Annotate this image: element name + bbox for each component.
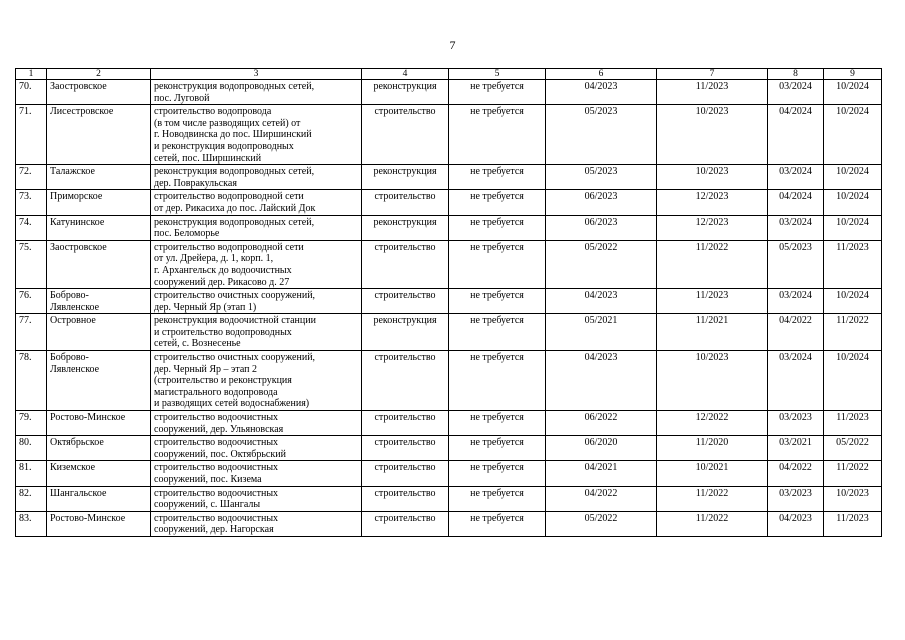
row-number-cell: 83. [16,511,47,536]
date-build-start-cell: 03/2024 [768,351,824,411]
table-row [16,486,882,511]
date-design-end-cell: 10/2023 [657,351,768,411]
date-design-start-cell: 05/2022 [546,240,657,288]
row-number-cell: 74. [16,215,47,240]
project-description-cell: строительство водоочистных сооружений, пос. Октябрьский [151,436,362,461]
row-number-cell: 80. [16,436,47,461]
row-number-cell: 82. [16,486,47,511]
expertise-cell: не требуется [449,165,546,190]
work-type-cell: строительство [362,105,449,165]
project-description-cell: строительство водоочистных сооружений, дер. Нагорская [151,511,362,536]
date-build-end-cell: 10/2024 [824,215,882,240]
table-row [16,240,882,288]
date-design-start-cell: 05/2022 [546,511,657,536]
expertise-cell: не требуется [449,511,546,536]
work-type-cell: строительство [362,411,449,436]
date-build-start-cell: 03/2024 [768,165,824,190]
settlement-cell: Островное [47,314,151,351]
table-row [16,289,882,314]
date-design-end-cell: 12/2023 [657,190,768,215]
column-header: 6 [546,69,657,80]
date-design-end-cell: 11/2023 [657,80,768,105]
table-row [16,351,882,411]
settlement-cell: Ростово-Минское [47,411,151,436]
work-type-cell: строительство [362,486,449,511]
row-number-cell: 77. [16,314,47,351]
date-build-end-cell: 05/2022 [824,436,882,461]
table-row [16,461,882,486]
table-header-row [16,69,882,80]
expertise-cell: не требуется [449,80,546,105]
table-row [16,436,882,461]
date-design-start-cell: 06/2023 [546,215,657,240]
date-build-start-cell: 03/2024 [768,80,824,105]
expertise-cell: не требуется [449,289,546,314]
settlement-cell: Лисестровское [47,105,151,165]
work-type-cell: строительство [362,190,449,215]
table-row [16,511,882,536]
project-description-cell: строительство водопроводной сети от дер. Рикасиха до пос. Лайский Док [151,190,362,215]
expertise-cell: не требуется [449,105,546,165]
date-design-start-cell: 06/2023 [546,190,657,215]
expertise-cell: не требуется [449,436,546,461]
date-build-start-cell: 04/2022 [768,314,824,351]
settlement-cell: Боброво- Лявленское [47,289,151,314]
work-type-cell: строительство [362,511,449,536]
project-description-cell: строительство очистных сооружений, дер. Черный Яр – этап 2 (строительство и реконструкция магистрального водопровода и разводящих сетей водоснабжения) [151,351,362,411]
date-design-end-cell: 11/2022 [657,486,768,511]
settlement-cell: Катунинское [47,215,151,240]
date-build-start-cell: 04/2024 [768,190,824,215]
work-type-cell: строительство [362,240,449,288]
data-table [15,68,882,537]
row-number-cell: 73. [16,190,47,215]
date-build-end-cell: 10/2023 [824,486,882,511]
column-header: 3 [151,69,362,80]
date-build-start-cell: 03/2021 [768,436,824,461]
date-build-end-cell: 11/2023 [824,511,882,536]
date-build-end-cell: 10/2024 [824,190,882,215]
date-design-end-cell: 11/2022 [657,511,768,536]
project-description-cell: реконструкция водопроводных сетей, пос. Беломорье [151,215,362,240]
date-build-end-cell: 10/2024 [824,80,882,105]
column-header: 5 [449,69,546,80]
date-design-start-cell: 04/2022 [546,486,657,511]
expertise-cell: не требуется [449,461,546,486]
table-row [16,80,882,105]
project-description-cell: строительство водопроводной сети от ул. Дрейера, д. 1, корп. 1, г. Архангельск до водоочистных сооружений дер. Рикасово д. 27 [151,240,362,288]
date-design-start-cell: 05/2023 [546,105,657,165]
date-build-end-cell: 11/2023 [824,411,882,436]
table-row [16,165,882,190]
work-type-cell: строительство [362,289,449,314]
settlement-cell: Боброво- Лявленское [47,351,151,411]
row-number-cell: 78. [16,351,47,411]
table-row [16,215,882,240]
column-header: 8 [768,69,824,80]
date-build-start-cell: 04/2023 [768,511,824,536]
work-type-cell: реконструкция [362,80,449,105]
date-build-start-cell: 04/2022 [768,461,824,486]
row-number-cell: 75. [16,240,47,288]
table-row [16,105,882,165]
project-description-cell: строительство водопровода (в том числе разводящих сетей) от г. Новодвинска до пос. Ширшинский и реконструкция водопроводных сетей, пос. Ширшинский [151,105,362,165]
date-design-end-cell: 11/2023 [657,289,768,314]
date-build-start-cell: 05/2023 [768,240,824,288]
project-description-cell: реконструкция водопроводных сетей, дер. Повракульская [151,165,362,190]
table-row [16,314,882,351]
date-design-start-cell: 05/2023 [546,165,657,190]
work-type-cell: реконструкция [362,165,449,190]
row-number-cell: 71. [16,105,47,165]
date-design-end-cell: 11/2021 [657,314,768,351]
date-design-start-cell: 04/2023 [546,289,657,314]
date-build-start-cell: 03/2023 [768,411,824,436]
settlement-cell: Октябрьское [47,436,151,461]
date-build-start-cell: 03/2024 [768,289,824,314]
date-build-end-cell: 10/2024 [824,351,882,411]
date-design-start-cell: 04/2021 [546,461,657,486]
column-header: 7 [657,69,768,80]
work-type-cell: реконструкция [362,215,449,240]
date-build-start-cell: 03/2023 [768,486,824,511]
date-design-end-cell: 11/2020 [657,436,768,461]
date-design-end-cell: 11/2022 [657,240,768,288]
expertise-cell: не требуется [449,215,546,240]
settlement-cell: Ростово-Минское [47,511,151,536]
row-number-cell: 79. [16,411,47,436]
date-design-start-cell: 06/2020 [546,436,657,461]
work-type-cell: строительство [362,461,449,486]
expertise-cell: не требуется [449,314,546,351]
date-design-end-cell: 10/2021 [657,461,768,486]
page-number: 7 [449,38,456,52]
date-design-end-cell: 12/2023 [657,215,768,240]
date-build-start-cell: 04/2024 [768,105,824,165]
settlement-cell: Шангальское [47,486,151,511]
date-design-start-cell: 05/2021 [546,314,657,351]
expertise-cell: не требуется [449,190,546,215]
row-number-cell: 76. [16,289,47,314]
settlement-cell: Заостровское [47,80,151,105]
settlement-cell: Заостровское [47,240,151,288]
column-header: 9 [824,69,882,80]
date-build-end-cell: 11/2022 [824,314,882,351]
settlement-cell: Приморское [47,190,151,215]
date-design-end-cell: 12/2022 [657,411,768,436]
date-build-start-cell: 03/2024 [768,215,824,240]
column-header: 2 [47,69,151,80]
date-design-start-cell: 06/2022 [546,411,657,436]
date-design-end-cell: 10/2023 [657,105,768,165]
date-design-start-cell: 04/2023 [546,351,657,411]
column-header: 4 [362,69,449,80]
project-description-cell: строительство водоочистных сооружений, дер. Ульяновская [151,411,362,436]
date-build-end-cell: 10/2024 [824,165,882,190]
project-description-cell: реконструкция водопроводных сетей, пос. Луговой [151,80,362,105]
date-design-end-cell: 10/2023 [657,165,768,190]
row-number-cell: 70. [16,80,47,105]
row-number-cell: 72. [16,165,47,190]
table-row [16,190,882,215]
expertise-cell: не требуется [449,351,546,411]
date-build-end-cell: 10/2024 [824,105,882,165]
expertise-cell: не требуется [449,486,546,511]
expertise-cell: не требуется [449,240,546,288]
project-description-cell: реконструкция водоочистной станции и строительство водопроводных сетей, с. Вознесенье [151,314,362,351]
date-build-end-cell: 10/2024 [824,289,882,314]
date-build-end-cell: 11/2023 [824,240,882,288]
work-type-cell: строительство [362,351,449,411]
settlement-cell: Киземское [47,461,151,486]
settlement-cell: Талажское [47,165,151,190]
row-number-cell: 81. [16,461,47,486]
project-description-cell: строительство очистных сооружений, дер. Черный Яр (этап 1) [151,289,362,314]
column-header: 1 [16,69,47,80]
expertise-cell: не требуется [449,411,546,436]
work-type-cell: реконструкция [362,314,449,351]
work-type-cell: строительство [362,436,449,461]
table-row [16,411,882,436]
date-build-end-cell: 11/2022 [824,461,882,486]
project-description-cell: строительство водоочистных сооружений, с. Шангалы [151,486,362,511]
date-design-start-cell: 04/2023 [546,80,657,105]
project-description-cell: строительство водоочистных сооружений, пос. Кизема [151,461,362,486]
